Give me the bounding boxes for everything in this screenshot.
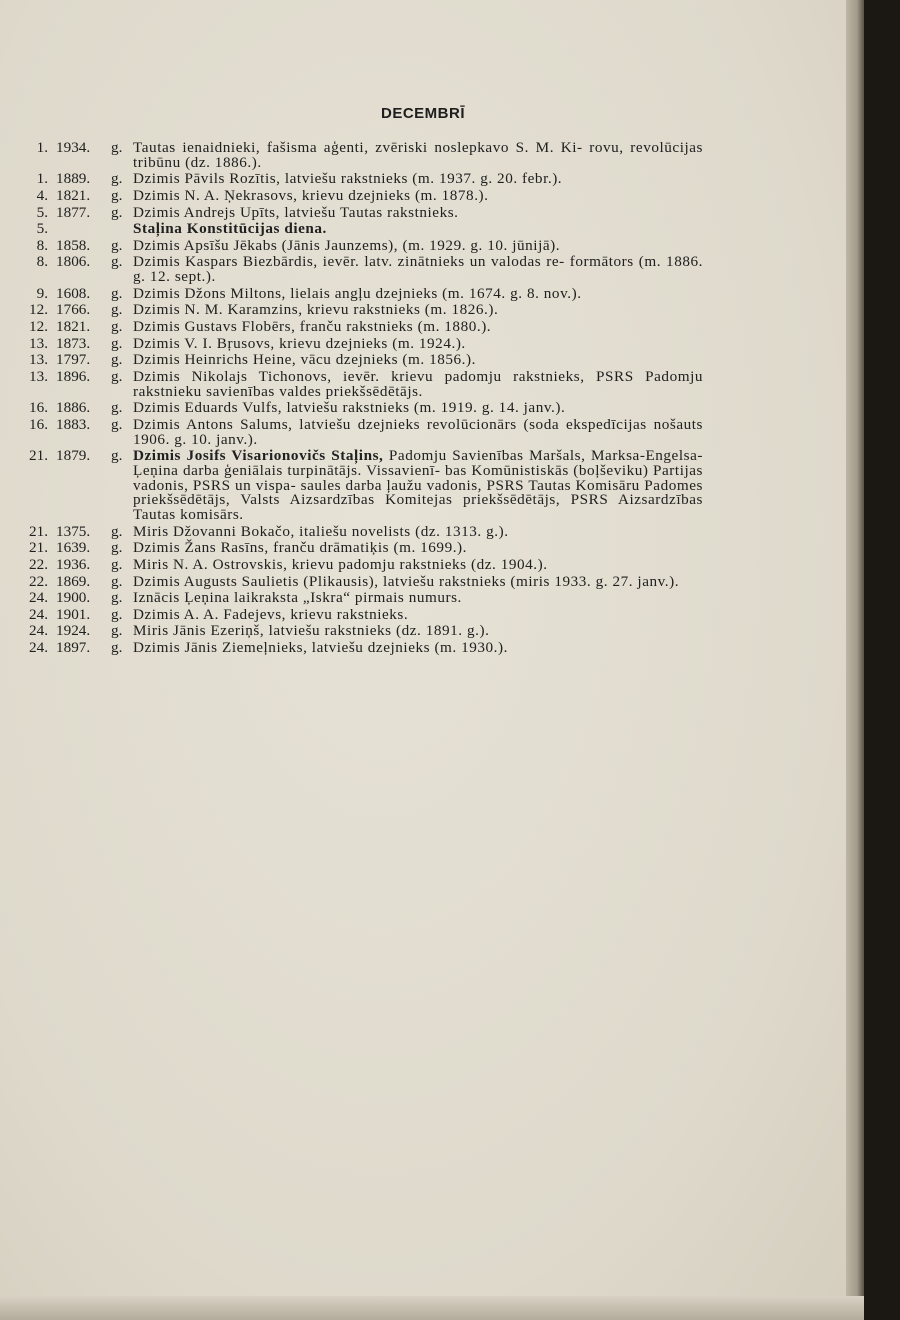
entry-day: 22.: [29, 572, 48, 590]
entry-text-line: Iznācis Ļeņina laikraksta „Iskra“ pirmais numurs.: [133, 589, 462, 607]
entry-text: [133, 522, 703, 540]
entry-text-line: Dzimis Kaspars Biezbārdis, ievēr. latv. zinātnieks un valodas re-: [133, 253, 565, 271]
entry-day: 21.: [29, 522, 48, 540]
entry-year-suffix: g.: [111, 589, 123, 607]
entry-day: 9.: [36, 284, 48, 302]
entry-text-line: priekšsēdētājs, Valsts Aizsardzības Komitejas priekšsēdētājs, PSRS: [133, 491, 609, 509]
entry-text: [133, 317, 703, 335]
entry-day: 24.: [29, 605, 48, 623]
entry-year-suffix: g.: [111, 301, 123, 319]
entry-text: [133, 284, 703, 302]
entry-year: 1806.: [56, 253, 91, 271]
entry-year: 1608.: [56, 284, 91, 302]
entry-year: 1797.: [56, 351, 91, 369]
calendar-entry: [0, 222, 846, 237]
entry-day: 13.: [29, 367, 48, 385]
entry-text-line: Miris Džovanni Bokačo, italiešu novelists (dz. 1313. g.).: [133, 522, 509, 540]
entry-year-suffix: g.: [111, 605, 123, 623]
entry-text: [133, 367, 703, 400]
entry-text: [133, 605, 703, 623]
entry-year: 1858.: [56, 236, 91, 254]
entry-text: [133, 541, 703, 556]
calendar-entry: [0, 141, 846, 171]
page-edge: [846, 0, 864, 1320]
calendar-entry: [0, 591, 846, 606]
entry-year: 1877.: [56, 203, 91, 221]
calendar-entry: [0, 172, 846, 187]
entry-text-line: formātors (m. 1886. g. 12. sept.).: [133, 253, 703, 286]
entry-day: 8.: [36, 236, 48, 254]
entry-text-line: Aizsardzības Tautas komisārs.: [133, 491, 703, 524]
entry-day: 21.: [29, 539, 48, 557]
entry-text-line: bas Komūnistiskās (boļševiku) Partijas vadonis, PSRS un vispa-: [133, 461, 703, 494]
entry-year-suffix: g.: [111, 622, 123, 640]
calendar-entry: [0, 255, 846, 285]
entry-day: 13.: [29, 351, 48, 369]
entry-text-line: Dzimis V. I. Bŗusovs, krievu dzejnieks (m. 1924.).: [133, 334, 466, 352]
entry-day: 4.: [36, 186, 48, 204]
entry-year-suffix: g.: [111, 284, 123, 302]
calendar-entry: [0, 449, 846, 523]
entry-year-suffix: g.: [111, 351, 123, 369]
entry-year-suffix: g.: [111, 399, 123, 417]
entry-year: 1375.: [56, 522, 91, 540]
entry-year: 1924.: [56, 622, 91, 640]
entry-text: [133, 641, 703, 656]
entry-text: [133, 186, 703, 204]
entry-year-suffix: g.: [111, 367, 123, 385]
entry-text: [133, 415, 703, 448]
entry-text-line: Dzimis Nikolajs Tichonovs, ievēr. krievu padomju rakstnieks,: [133, 367, 585, 385]
entry-text-line: Dzimis Heinrichs Heine, vācu dzejnieks (m. 1856.).: [133, 351, 476, 369]
entry-year: 1889.: [56, 170, 91, 188]
entry-year-suffix: g.: [111, 317, 123, 335]
entry-text-line: Miris Jānis Ezeriņš, latviešu rakstnieks (dz. 1891. g.).: [133, 622, 490, 640]
entry-day: 12.: [29, 301, 48, 319]
entry-day: 16.: [29, 415, 48, 433]
entry-year-suffix: g.: [111, 415, 123, 433]
entry-year: 1886.: [56, 399, 91, 417]
entry-text: [133, 624, 703, 639]
entry-text: [133, 401, 703, 416]
entry-text-line: Dzimis Džons Miltons, lielais angļu dzejnieks (m. 1674. g. 8. nov.).: [133, 284, 582, 302]
entry-text-line: Dzimis Apsīšu Jēkabs (Jānis Jaunzems), (m. 1929. g. 10. jūnijā).: [133, 236, 561, 254]
entry-text: [133, 255, 703, 285]
entry-text: [133, 203, 703, 221]
entry-year: 1869.: [56, 572, 91, 590]
entry-year-suffix: g.: [111, 253, 123, 271]
entry-text-line: Dzimis Antons Salums, latviešu dzejnieks revolūcionārs (soda: [133, 415, 560, 433]
entry-text: [133, 353, 703, 368]
calendar-entry: [0, 186, 846, 204]
entry-text-line: Staļina Konstitūcijas diena.: [133, 220, 327, 238]
entry-year-suffix: g.: [111, 334, 123, 352]
entry-text-line: 1933. g. 27. janv.).: [554, 572, 680, 590]
calendar-entry: [0, 541, 846, 556]
entry-day: 13.: [29, 334, 48, 352]
entry-year: 1901.: [56, 605, 91, 623]
entry-year: 1821.: [56, 317, 91, 335]
entry-day: 16.: [29, 399, 48, 417]
calendar-entry: [0, 317, 846, 335]
calendar-entry: [0, 522, 846, 540]
calendar-entry: [0, 334, 846, 352]
entry-text: [133, 141, 703, 171]
calendar-entry: [0, 284, 846, 302]
calendar-entry: [0, 558, 846, 573]
entry-day: 24.: [29, 589, 48, 607]
entry-text-line: Marksa-Engelsa-Ļeņina darba ģeniālais turpinātājs. Vissavienī-: [133, 447, 703, 479]
entry-year: 1896.: [56, 367, 91, 385]
entry-year: 1873.: [56, 334, 91, 352]
entry-text: [133, 222, 703, 237]
entry-text-line: Tautas ienaidnieki, fašisma aģenti, zvēriski noslepkavo S. M. Ki-: [133, 139, 583, 156]
calendar-entry: [0, 572, 846, 590]
entry-text: [133, 172, 703, 187]
entry-day: 24.: [29, 622, 48, 640]
entry-year: 1639.: [56, 539, 91, 557]
entry-day: 8.: [36, 253, 48, 271]
entry-text-line: rovu, revolūcijas tribūnu (dz. 1886.).: [133, 139, 703, 171]
entry-year-suffix: g.: [111, 572, 123, 590]
calendar-entry: [0, 624, 846, 639]
calendar-entry-list: [0, 141, 846, 658]
entry-text-line: PSRS Padomju rakstnieku savienības valdes priekšsēdētājs.: [133, 367, 703, 400]
entry-year: 1821.: [56, 186, 91, 204]
entry-text: [133, 303, 703, 318]
page-title: DECEMBRĪ: [380, 105, 465, 122]
entry-day: 22.: [29, 556, 48, 574]
entry-year-suffix: g.: [111, 539, 123, 557]
entry-day: 12.: [29, 317, 48, 335]
entry-day: 1.: [36, 139, 48, 156]
calendar-entry: [0, 605, 846, 623]
entry-year: 1879.: [56, 447, 91, 465]
entry-text-line: Dzimis Andrejs Upīts, latviešu Tautas rakstnieks.: [133, 203, 459, 221]
calendar-entry: [0, 641, 846, 656]
entry-year-suffix: g.: [111, 203, 123, 221]
entry-text-line: Dzimis Augusts Saulietis (Plikausis), latviešu rakstnieks (miris: [133, 572, 550, 590]
entry-text-line: ekspedīcijas nošauts 1906. g. 10. janv.).: [133, 415, 703, 448]
entry-year-suffix: g.: [111, 522, 123, 540]
entry-text-line: Dzimis Pāvils Rozītis, latviešu rakstnieks (m. 1937. g. 20. febr.).: [133, 170, 563, 188]
entry-year-suffix: g.: [111, 236, 123, 254]
entry-day: 5.: [36, 220, 48, 238]
entry-text: [133, 558, 703, 573]
entry-day: 1.: [36, 170, 48, 188]
entry-day: 21.: [29, 447, 48, 465]
entry-year-suffix: g.: [111, 170, 123, 188]
entry-text-line: Dzimis A. A. Fadejevs, krievu rakstnieks.: [133, 605, 409, 623]
entry-year-suffix: g.: [111, 556, 123, 574]
background: [864, 0, 900, 1320]
calendar-entry: [0, 367, 846, 400]
entry-text: [133, 572, 703, 590]
entry-text-line: Miris N. A. Ostrovskis, krievu padomju rakstnieks (dz. 1904.).: [133, 556, 548, 574]
entry-year-suffix: g.: [111, 186, 123, 204]
page-bottom-edge: [0, 1296, 864, 1320]
entry-day: 24.: [29, 639, 48, 657]
entry-text-line: Dzimis Eduards Vulfs, latviešu rakstnieks (m. 1919. g. 14. janv.).: [133, 399, 566, 417]
entry-text-bold: Dzimis Josifs Visarionovičs Staļins,: [133, 447, 384, 465]
entry-text-line: Dzimis Gustavs Flobērs, franču rakstnieks (m. 1880.).: [133, 317, 492, 335]
entry-text-line: saules darba ļaužu vadonis, PSRS Tautas Komisāru Padomes: [300, 476, 703, 494]
entry-day: 5.: [36, 203, 48, 221]
calendar-entry: [0, 303, 846, 318]
calendar-entry: [0, 353, 846, 368]
entry-year-suffix: g.: [111, 447, 123, 465]
entry-year: 1897.: [56, 639, 91, 657]
entry-text-line: Padomju Savienības Maršals,: [383, 447, 586, 465]
calendar-entry: [0, 203, 846, 221]
entry-text: [133, 591, 703, 606]
entry-text: [133, 334, 703, 352]
entry-text: [133, 449, 703, 523]
entry-text-line: Dzimis N. A. Ņekrasovs, krievu dzejnieks (m. 1878.).: [133, 186, 489, 204]
entry-text-line: Dzimis Žans Rasīns, franču drāmatiķis (m. 1699.).: [133, 539, 468, 557]
entry-text-line: Dzimis N. M. Karamzins, krievu rakstnieks (m. 1826.).: [133, 301, 499, 319]
entry-year: 1934.: [56, 139, 91, 156]
entry-text: [133, 236, 703, 254]
entry-year-suffix: g.: [111, 639, 123, 657]
entry-year: 1766.: [56, 301, 91, 319]
calendar-entry: [0, 236, 846, 254]
entry-year-suffix: g.: [111, 139, 123, 156]
entry-year: 1900.: [56, 589, 91, 607]
entry-year: 1936.: [56, 556, 91, 574]
entry-text-line: Dzimis Jānis Ziemeļnieks, latviešu dzejnieks (m. 1930.).: [133, 639, 508, 657]
calendar-entry: [0, 415, 846, 448]
entry-year: 1883.: [56, 415, 91, 433]
calendar-entry: [0, 401, 846, 416]
